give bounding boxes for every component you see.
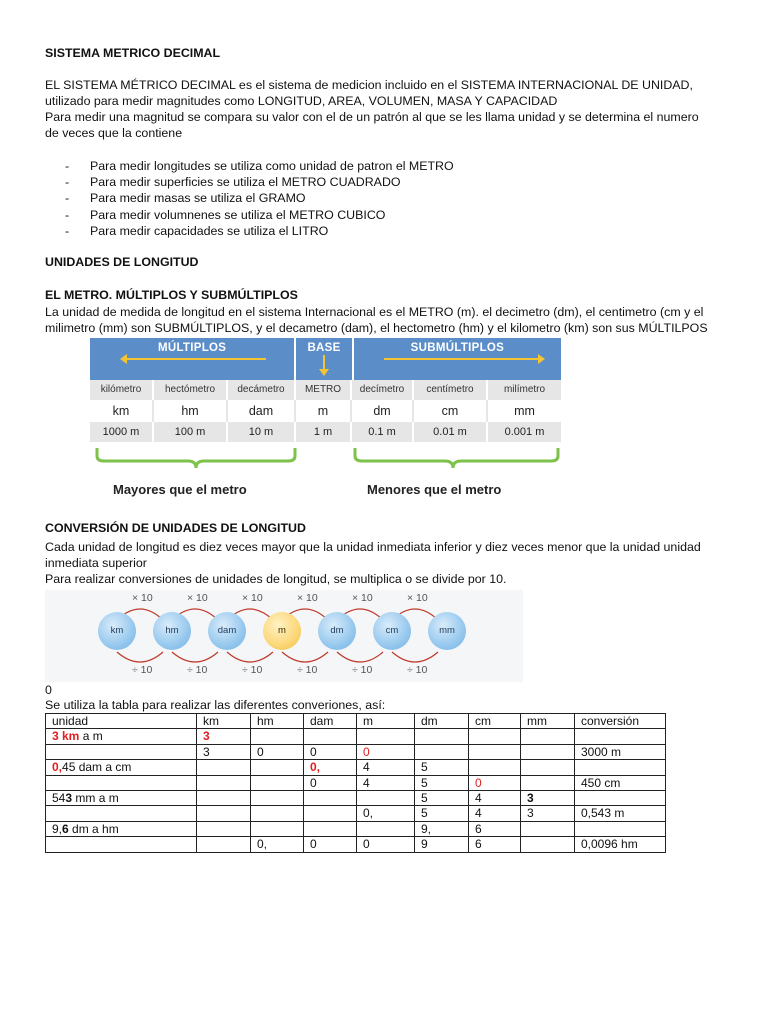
- metric-symbols-row: [90, 400, 561, 422]
- list-item: - Para medir capacidades se utiliza el LITRO: [65, 223, 329, 238]
- table-cell: [251, 775, 304, 790]
- table-cell: decámetro: [228, 380, 296, 400]
- metric-names-row: [90, 380, 561, 400]
- table-cell: METRO: [296, 380, 352, 400]
- table-cell: [197, 791, 251, 806]
- table-cell: [251, 806, 304, 821]
- table-cell: 9: [415, 837, 469, 852]
- table-cell: [251, 821, 304, 836]
- table-cell: m: [296, 400, 352, 422]
- table-cell: 6: [469, 837, 521, 852]
- multiply-label: × 10: [187, 592, 208, 604]
- table-cell: [521, 775, 575, 790]
- table-cell: 0,45 dam a cm: [46, 760, 197, 775]
- table-cell: centímetro: [414, 380, 488, 400]
- table-cell: 3: [197, 744, 251, 759]
- table-cell: [251, 791, 304, 806]
- arrow-left-icon: [126, 358, 266, 360]
- table-row: [46, 775, 666, 790]
- table-cell: [415, 744, 469, 759]
- multiples-header: MÚLTIPLOS: [90, 338, 296, 380]
- bigger-than-meter-label: Mayores que el metro: [113, 482, 247, 497]
- intro-line-3: Para medir una magnitud se compara su valor con el de un patrón al que se les llama unidad y se determina el numero: [45, 110, 699, 124]
- table-cell: [469, 744, 521, 759]
- table-row: [46, 760, 666, 775]
- metric-values-row: [90, 422, 561, 442]
- table-cell: 9,6 dm a hm: [46, 821, 197, 836]
- table-cell: dam: [228, 400, 296, 422]
- conversion-diagram: [45, 590, 523, 682]
- table-cell: 3 km a m: [46, 729, 197, 744]
- table-cell: conversión: [575, 714, 666, 729]
- table-cell: 0,: [251, 837, 304, 852]
- brace-left: [97, 448, 295, 468]
- table-cell: [46, 775, 197, 790]
- table-cell: [304, 821, 357, 836]
- table-cell: [357, 791, 415, 806]
- table-cell: [521, 760, 575, 775]
- base-header: BASE: [296, 338, 354, 380]
- table-intro: Se utiliza la tabla para realizar las diferentes converiones, así:: [45, 698, 386, 712]
- arrow-down-2: [172, 652, 218, 662]
- metro-line-2: milimetro (mm) son SUBMÚLTIPLOS, y el decametro (dam), el hectometro (hm) y el kilometro (km) son sus MÚLTILPOS: [45, 321, 708, 335]
- divide-label: ÷ 10: [242, 664, 263, 676]
- table-cell: [469, 729, 521, 744]
- table-cell: [197, 821, 251, 836]
- table-cell: 543 mm a m: [46, 791, 197, 806]
- table-cell: 0: [304, 744, 357, 759]
- table-header-row: [46, 714, 666, 729]
- table-row: [46, 821, 666, 836]
- table-cell: 6: [469, 821, 521, 836]
- metric-units-figure: [90, 338, 561, 442]
- table-cell: 4: [357, 775, 415, 790]
- table-cell: [197, 775, 251, 790]
- multiply-label: × 10: [132, 592, 153, 604]
- table-cell: 0: [251, 744, 304, 759]
- table-cell: 0: [304, 775, 357, 790]
- arrow-down-5: [337, 652, 383, 662]
- table-cell: cm: [414, 400, 488, 422]
- table-cell: dam: [304, 714, 357, 729]
- table-cell: [357, 821, 415, 836]
- table-cell: m: [357, 714, 415, 729]
- list-item: - Para medir volumnenes se utiliza el METRO CUBICO: [65, 207, 386, 222]
- table-cell: km: [197, 714, 251, 729]
- smaller-than-meter-label: Menores que el metro: [367, 482, 502, 497]
- table-cell: 3000 m: [575, 744, 666, 759]
- conversion-line-2: inmediata superior: [45, 556, 147, 570]
- table-cell: hectómetro: [154, 380, 228, 400]
- brace-right: [355, 448, 558, 468]
- section-heading-units: UNIDADES DE LONGITUD: [45, 255, 199, 269]
- table-cell: [197, 760, 251, 775]
- table-cell: km: [90, 400, 154, 422]
- table-cell: milímetro: [488, 380, 561, 400]
- unit-circle-dam: dam: [208, 612, 246, 650]
- table-cell: [46, 806, 197, 821]
- table-cell: 1 m: [296, 422, 352, 442]
- table-cell: 10 m: [228, 422, 296, 442]
- conversion-table: [45, 713, 666, 853]
- table-cell: 0: [357, 837, 415, 852]
- arrow-down-1: [117, 652, 163, 662]
- divide-label: ÷ 10: [352, 664, 373, 676]
- conversion-line-3: Para realizar conversiones de unidades de longitud, se multiplica o se divide por 10.: [45, 572, 507, 586]
- table-cell: hm: [251, 714, 304, 729]
- multiply-label: × 10: [407, 592, 428, 604]
- table-cell: 0.01 m: [414, 422, 488, 442]
- divide-label: ÷ 10: [187, 664, 208, 676]
- unit-circle-mm: mm: [428, 612, 466, 650]
- divide-label: ÷ 10: [297, 664, 318, 676]
- metro-paragraph: [45, 304, 725, 336]
- table-cell: [46, 744, 197, 759]
- unit-circle-hm: hm: [153, 612, 191, 650]
- table-cell: 0,: [304, 760, 357, 775]
- table-cell: [575, 760, 666, 775]
- multiply-label: × 10: [352, 592, 373, 604]
- stray-zero: 0: [45, 683, 52, 697]
- table-cell: [46, 837, 197, 852]
- table-cell: 3: [197, 729, 251, 744]
- arrow-down-icon: [323, 355, 325, 370]
- table-cell: 100 m: [154, 422, 228, 442]
- table-cell: mm: [488, 400, 561, 422]
- section-heading-metro: EL METRO. MÚLTIPLOS Y SUBMÚLTIPLOS: [45, 288, 298, 302]
- table-cell: 5: [415, 791, 469, 806]
- table-row: [46, 729, 666, 744]
- divide-label: ÷ 10: [132, 664, 153, 676]
- unit-circle-m: m: [263, 612, 301, 650]
- multiply-label: × 10: [242, 592, 263, 604]
- table-cell: [304, 729, 357, 744]
- table-cell: [197, 806, 251, 821]
- conversion-paragraph: [45, 539, 725, 587]
- table-cell: [197, 837, 251, 852]
- table-cell: 5: [415, 760, 469, 775]
- table-cell: [575, 791, 666, 806]
- table-cell: dm: [352, 400, 414, 422]
- table-cell: 9,: [415, 821, 469, 836]
- table-cell: decímetro: [352, 380, 414, 400]
- table-cell: [575, 729, 666, 744]
- table-row: [46, 791, 666, 806]
- divide-label: ÷ 10: [407, 664, 428, 676]
- list-item: - Para medir masas se utiliza el GRAMO: [65, 191, 306, 206]
- table-cell: 5: [415, 806, 469, 821]
- magnitude-list: [65, 158, 454, 239]
- list-item: - Para medir longitudes se utiliza como unidad de patron el METRO: [65, 159, 454, 173]
- table-cell: dm: [415, 714, 469, 729]
- arrow-right-icon: [384, 358, 539, 360]
- table-cell: kilómetro: [90, 380, 154, 400]
- table-cell: [521, 744, 575, 759]
- multiply-label: × 10: [297, 592, 318, 604]
- table-cell: [575, 821, 666, 836]
- table-cell: [521, 837, 575, 852]
- unit-circle-cm: cm: [373, 612, 411, 650]
- table-row: [46, 806, 666, 821]
- section-heading-conversion: CONVERSIÓN DE UNIDADES DE LONGITUD: [45, 521, 306, 535]
- intro-line-4: de veces que la contiene: [45, 126, 183, 140]
- submultiples-header: SUBMÚLTIPLOS: [354, 338, 561, 380]
- table-row: [46, 837, 666, 852]
- table-cell: 4: [469, 806, 521, 821]
- table-cell: 3: [521, 806, 575, 821]
- table-cell: 4: [469, 791, 521, 806]
- table-cell: [304, 806, 357, 821]
- table-cell: 0,: [357, 806, 415, 821]
- table-cell: [469, 760, 521, 775]
- table-cell: 0: [304, 837, 357, 852]
- table-cell: 0,0096 hm: [575, 837, 666, 852]
- metro-line-1: La unidad de medida de longitud en el sistema Internacional es el METRO (m). el decimetro (dm), el centimetro (cm y el: [45, 305, 704, 319]
- table-cell: 0: [357, 744, 415, 759]
- table-cell: 3: [521, 791, 575, 806]
- list-item: - Para medir superficies se utiliza el METRO CUADRADO: [65, 175, 401, 190]
- intro-line-2: utilizado para medir magnitudes como LONGITUD, AREA, VOLUMEN, MASA Y CAPACIDAD: [45, 94, 558, 108]
- table-cell: [521, 821, 575, 836]
- table-cell: [521, 729, 575, 744]
- conversion-line-1: Cada unidad de longitud es diez veces mayor que la unidad inmediata inferior y diez veces menor que la unidad unidad: [45, 540, 701, 554]
- table-cell: cm: [469, 714, 521, 729]
- arrow-down-4: [282, 652, 328, 662]
- grouping-braces: [90, 446, 560, 482]
- table-cell: 0,543 m: [575, 806, 666, 821]
- table-cell: 450 cm: [575, 775, 666, 790]
- unit-circle-km: km: [98, 612, 136, 650]
- table-cell: [304, 791, 357, 806]
- arrow-down-6: [392, 652, 438, 662]
- unit-circle-dm: dm: [318, 612, 356, 650]
- table-cell: [251, 760, 304, 775]
- page-title: SISTEMA METRICO DECIMAL: [45, 46, 221, 60]
- table-cell: [415, 729, 469, 744]
- metric-header: [90, 338, 561, 380]
- table-cell: 0: [469, 775, 521, 790]
- table-row: [46, 744, 666, 759]
- arrow-down-3: [227, 652, 273, 662]
- table-cell: [357, 729, 415, 744]
- table-cell: [251, 729, 304, 744]
- table-cell: hm: [154, 400, 228, 422]
- table-cell: unidad: [46, 714, 197, 729]
- table-cell: mm: [521, 714, 575, 729]
- intro-paragraph: [45, 77, 725, 141]
- table-cell: 5: [415, 775, 469, 790]
- intro-line-1: EL SISTEMA MÉTRICO DECIMAL es el sistema de medicion incluido en el SISTEMA INTERNACIONAL DE UNIDAD,: [45, 78, 693, 92]
- table-cell: 0.001 m: [488, 422, 561, 442]
- table-cell: 1000 m: [90, 422, 154, 442]
- table-cell: 0.1 m: [352, 422, 414, 442]
- table-cell: 4: [357, 760, 415, 775]
